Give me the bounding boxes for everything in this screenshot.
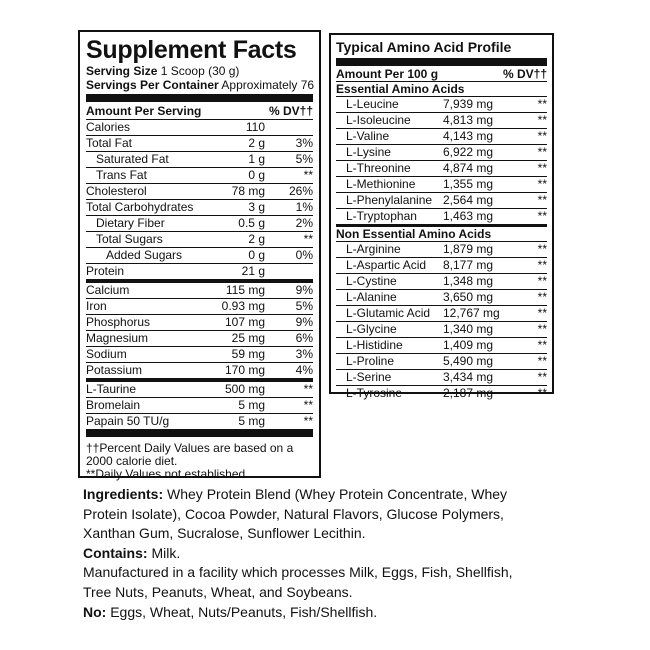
ingredients-label: Ingredients: [83, 486, 164, 502]
ingredients-text: Whey Protein Blend (Whey Protein Concentrate, Whey Protein Isolate), Cocoa Powder, Natural Flavors, Glucose Polymers, Xanthan Gum, Sucralose, Sunflower Lecithin. [83, 486, 508, 542]
nutrient-row-name: Calories [86, 120, 131, 134]
amino-acid-panel [329, 33, 554, 400]
nutrient-row-amount: 115 mg [225, 283, 265, 297]
amino-row [336, 193, 547, 209]
serving-size-label: Serving Size [86, 64, 158, 78]
divider-thick-bottom [86, 429, 313, 437]
amino-row-dv: ** [537, 113, 547, 127]
amino-row-dv: ** [537, 193, 547, 207]
amino-row-name: L-Proline [346, 354, 395, 368]
divider-thick [86, 94, 313, 102]
amino-row-name: L-Tryptophan [346, 209, 417, 223]
serving-size-value: 1 Scoop (30 g) [157, 64, 240, 78]
amino-row [336, 145, 547, 161]
footnote-percent: ††Percent Daily Values are based on a 2000 calorie diet. [86, 441, 294, 468]
amino-row [336, 306, 547, 322]
nutrient-row-amount: 21 g [241, 264, 265, 278]
nutrient-row-name: Sodium [86, 347, 127, 361]
amino-row-amount: 12,767 mg [443, 306, 500, 320]
nutrient-row [86, 299, 313, 315]
nutrient-row-dv: 9% [295, 315, 313, 329]
nutrient-row [86, 168, 313, 184]
nutrient-row-name: Trans Fat [96, 168, 147, 182]
amino-row [336, 97, 547, 113]
amino-row-amount: 1,340 mg [443, 322, 494, 336]
no-label: No: [83, 603, 107, 620]
nutrient-row-name: Papain 50 TU/g [86, 414, 170, 428]
nutrient-row-dv: 3% [295, 136, 313, 150]
essential-rows [336, 97, 547, 224]
nutrient-row-amount: 3 g [248, 200, 265, 214]
amino-row-dv: ** [537, 370, 547, 384]
aa-dv-header: % DV†† [502, 67, 547, 81]
dv-header: % DV†† [268, 104, 313, 118]
amino-row-name: L-Valine [346, 129, 390, 143]
amino-row-name: L-Histidine [346, 338, 403, 352]
amino-row-amount: 1,879 mg [443, 242, 494, 256]
nutrient-row [86, 315, 313, 331]
amino-row-amount: 1,355 mg [443, 177, 494, 191]
servings-label: Servings Per Container [86, 78, 219, 92]
nutrient-row [86, 120, 313, 136]
amino-row [336, 386, 547, 401]
no-statement [83, 603, 543, 623]
nutrient-row-amount: 0.93 mg [221, 299, 265, 313]
amino-row-name: L-Glutamic Acid [346, 306, 431, 320]
amino-row-dv: ** [537, 354, 547, 368]
amino-row [336, 242, 547, 258]
ingredients [83, 485, 543, 544]
nutrient-row-dv: ** [303, 398, 313, 412]
nutrient-row-dv [271, 264, 313, 279]
amino-row-name: L-Leucine [346, 97, 399, 111]
amino-row-amount: 7,939 mg [443, 97, 494, 111]
nutrient-row [86, 283, 313, 299]
nutrient-row [86, 347, 313, 363]
nutrient-row-name: Iron [86, 299, 107, 313]
nutrient-row-dv: 9% [295, 283, 313, 297]
aa-header-row [336, 67, 547, 82]
nutrient-row [86, 136, 313, 152]
nutrient-row-name: Added Sugars [106, 248, 183, 262]
nutrient-row-dv: 5% [295, 299, 313, 313]
sf-header-row [86, 104, 313, 120]
nutrient-row-dv: 1% [295, 200, 313, 214]
nutrient-row [86, 200, 313, 216]
nutrient-row-name: Potassium [86, 363, 143, 377]
sf-rows [86, 120, 313, 429]
amino-row [336, 290, 547, 306]
nutrient-row [86, 216, 313, 232]
nutrient-row-name: Total Sugars [96, 232, 163, 246]
amino-row [336, 113, 547, 129]
amino-row-amount: 1,348 mg [443, 274, 494, 288]
amino-row-dv: ** [537, 386, 547, 400]
nutrient-row-name: Magnesium [86, 331, 149, 345]
amino-row-amount: 4,874 mg [443, 161, 494, 175]
nutrient-row-amount: 0 g [248, 168, 265, 182]
nutrient-row-amount: 0.5 g [238, 216, 265, 230]
amino-row-name: L-Isoleucine [346, 113, 411, 127]
amino-row [336, 370, 547, 386]
nutrient-row-amount: 0 g [248, 248, 265, 262]
amino-row-amount: 2,564 mg [443, 193, 494, 207]
amino-row-dv: ** [537, 145, 547, 159]
supplement-facts-panel [78, 30, 321, 481]
contains-text: Milk. [147, 544, 181, 561]
nutrient-row [86, 184, 313, 200]
amino-row-dv: ** [537, 306, 547, 320]
nutrient-row-dv: 0% [295, 248, 313, 262]
nutrient-row-dv: 3% [295, 347, 313, 361]
amino-row-name: L-Lysine [346, 145, 391, 159]
nutrient-row-amount: 110 [245, 120, 265, 134]
amino-row-dv: ** [537, 177, 547, 191]
amino-row-dv: ** [537, 274, 547, 288]
contains-label: Contains: [83, 544, 148, 561]
nutrient-row-amount: 500 mg [224, 382, 265, 396]
nutrient-row-name: Total Carbohydrates [86, 200, 194, 214]
nutrient-row [86, 382, 313, 398]
nutrient-row-dv: 4% [295, 363, 313, 377]
contains [83, 544, 543, 564]
amino-row [336, 161, 547, 177]
nutrient-row-dv: 6% [295, 331, 313, 345]
nutrient-row-dv: 2% [295, 216, 313, 230]
nutrient-row-name: Cholesterol [86, 184, 147, 198]
amino-row-name: L-Arginine [346, 242, 401, 256]
amino-row [336, 129, 547, 145]
amino-row-dv: ** [537, 258, 547, 272]
amino-row-amount: 5,490 mg [443, 354, 494, 368]
nutrient-row-name: Saturated Fat [96, 152, 169, 166]
amino-row [336, 322, 547, 338]
facility-statement: Manufactured in a facility which processes Milk, Eggs, Fish, Shellfish, Tree Nuts, Peanuts, Wheat, and Soybeans. [83, 564, 513, 600]
amino-row [336, 338, 547, 354]
amino-row [336, 354, 547, 370]
amino-row-name: L-Serine [346, 370, 392, 384]
nutrient-row-name: Calcium [86, 283, 130, 297]
nutrient-row-dv: ** [303, 232, 313, 246]
amino-row-name: L-Glycine [346, 322, 397, 336]
amino-row-amount: 8,177 mg [443, 258, 494, 272]
amino-row [336, 258, 547, 274]
nutrient-row-dv: 26% [288, 184, 313, 198]
nutrient-row-amount: 2 g [248, 136, 265, 150]
no-text: Eggs, Wheat, Nuts/Peanuts, Fish/Shellfish. [106, 603, 378, 620]
nutrient-row [86, 363, 313, 382]
aa-divider-thick [336, 58, 547, 66]
amino-acid-title: Typical Amino Acid Profile [336, 39, 512, 55]
amino-row [336, 177, 547, 193]
nutrient-row-name: L-Taurine [86, 382, 137, 396]
nonessential-rows [336, 242, 547, 401]
nutrient-row-name: Total Fat [86, 136, 133, 150]
amino-row [336, 274, 547, 290]
nutrient-row [86, 414, 313, 429]
amino-row-name: L-Methionine [346, 177, 416, 191]
nutrient-row-dv: ** [303, 382, 313, 396]
nutrient-row-amount: 5 mg [238, 414, 265, 428]
nutrient-row [86, 331, 313, 347]
servings-value: Approximately 76 [218, 78, 315, 92]
nutrient-row [86, 264, 313, 283]
amino-row-name: L-Threonine [346, 161, 411, 175]
label-text [83, 485, 543, 622]
amino-row-dv: ** [537, 338, 547, 352]
amino-row [336, 209, 547, 224]
amino-row-dv: ** [537, 129, 547, 143]
nutrient-row-amount: 1 g [248, 152, 265, 166]
amino-row-name: L-Aspartic Acid [346, 258, 427, 272]
amino-row-dv: ** [537, 161, 547, 175]
amino-row-amount: 2,187 mg [443, 386, 494, 400]
amino-row-dv: ** [537, 97, 547, 111]
nutrient-row-amount: 59 mg [231, 347, 265, 361]
nonessential-header: Non Essential Amino Acids [336, 224, 547, 242]
nutrient-row-dv: 5% [295, 152, 313, 166]
amino-row-amount: 4,813 mg [443, 113, 494, 127]
amino-row-amount: 3,650 mg [443, 290, 494, 304]
amount-per-100g-header: Amount Per 100 g [336, 67, 439, 81]
nutrient-row-amount: 5 mg [238, 398, 265, 412]
footnote-dv: **Daily Values not established. [86, 467, 249, 481]
nutrient-row-name: Phosphorus [86, 315, 151, 329]
amino-row-amount: 6,922 mg [443, 145, 494, 159]
nutrient-row-amount: 78 mg [231, 184, 265, 198]
nutrient-row-name: Bromelain [86, 398, 141, 412]
nutrient-row [86, 248, 313, 264]
nutrient-row-dv: ** [303, 168, 313, 182]
nutrient-row-amount: 2 g [248, 232, 265, 246]
amino-row-amount: 1,409 mg [443, 338, 494, 352]
nutrient-row-name: Protein [86, 264, 125, 278]
nutrient-row-amount: 25 mg [231, 331, 265, 345]
amino-row-name: L-Phenylalanine [346, 193, 433, 207]
serving-size [86, 64, 313, 78]
amino-row-name: L-Cystine [346, 274, 397, 288]
nutrient-row-amount: 107 mg [224, 315, 265, 329]
amino-row-amount: 4,143 mg [443, 129, 494, 143]
nutrient-row-dv: ** [303, 414, 313, 428]
amino-row-dv: ** [537, 290, 547, 304]
amino-row-amount: 3,434 mg [443, 370, 494, 384]
amino-row-name: L-Tyrosine [346, 386, 403, 400]
amino-row-dv: ** [537, 242, 547, 256]
amino-row-dv: ** [537, 322, 547, 336]
essential-header: Essential Amino Acids [336, 82, 547, 97]
amino-row-dv: ** [537, 209, 547, 223]
supplement-facts-title: Supplement Facts [86, 36, 297, 64]
servings-per-container [86, 78, 313, 92]
nutrient-row [86, 232, 313, 248]
amount-per-serving-header: Amount Per Serving [86, 104, 202, 118]
nutrient-row-dv [271, 120, 313, 135]
amino-row-name: L-Alanine [346, 290, 397, 304]
nutrient-row-name: Dietary Fiber [96, 216, 165, 230]
nutrient-row-amount: 170 mg [224, 363, 265, 377]
nutrient-row [86, 398, 313, 414]
nutrient-row [86, 152, 313, 168]
amino-row-amount: 1,463 mg [443, 209, 494, 223]
